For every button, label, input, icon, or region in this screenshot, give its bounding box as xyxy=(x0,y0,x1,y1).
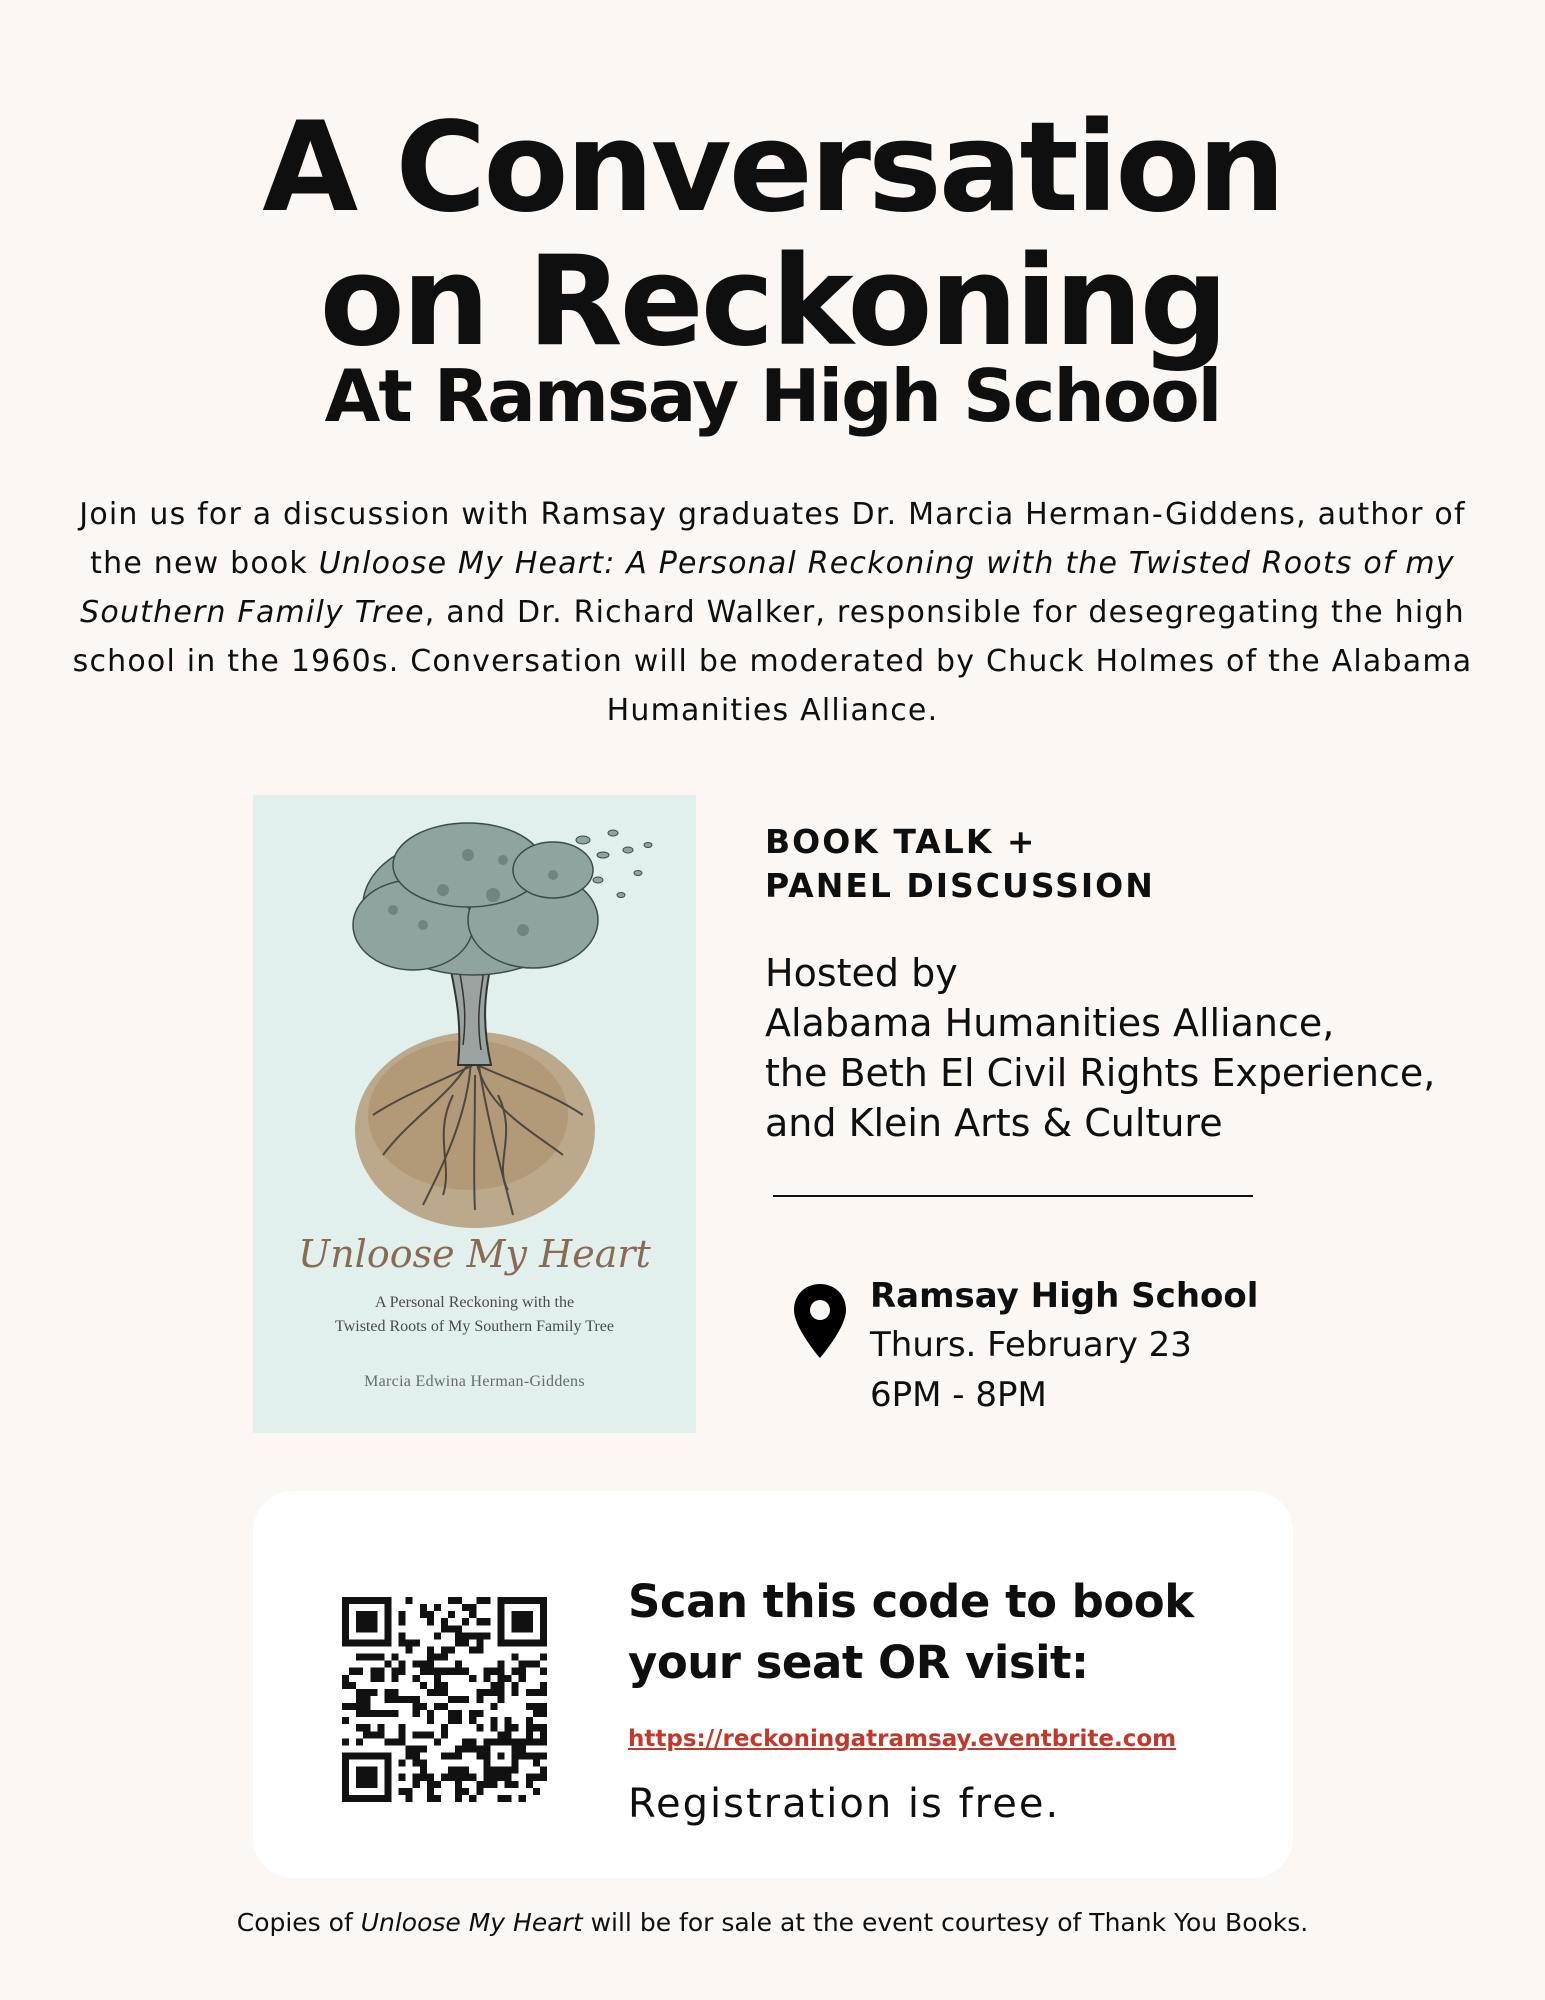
hosted-line-3: the Beth El Civil Rights Experience, xyxy=(765,1051,1436,1095)
footer-note xyxy=(0,1908,1545,1937)
event-type xyxy=(765,820,1155,908)
event-type-line-1: BOOK TALK + xyxy=(765,822,1037,861)
scan-instructions xyxy=(628,1571,1194,1693)
intro-paragraph xyxy=(66,490,1479,735)
hosted-line-1: Hosted by xyxy=(765,951,958,995)
hosted-line-4: and Klein Arts & Culture xyxy=(765,1101,1223,1145)
hosted-line-2: Alabama Humanities Alliance, xyxy=(765,1001,1335,1045)
footer-book-title: Unloose My Heart xyxy=(360,1908,583,1937)
scan-line-1: Scan this code to book xyxy=(628,1575,1194,1628)
footer-text-2: will be for sale at the event courtesy of Thank You Books. xyxy=(582,1908,1309,1937)
event-date: Thurs. February 23 xyxy=(870,1325,1192,1365)
cover-subtitle-line-2: Twisted Roots of My Southern Family Tree xyxy=(335,1318,614,1335)
event-datetime xyxy=(870,1320,1192,1420)
cover-author: Marcia Edwina Herman-Giddens xyxy=(364,1373,585,1390)
footer-text-1: Copies of xyxy=(236,1908,361,1937)
book-cover xyxy=(253,795,696,1433)
registration-card xyxy=(253,1491,1293,1878)
registration-link[interactable]: https://reckoningatramsay.eventbrite.com xyxy=(628,1726,1177,1752)
title-line-2: on Reckoning xyxy=(319,230,1226,374)
hosted-by xyxy=(765,948,1435,1148)
venue-name: Ramsay High School xyxy=(870,1276,1259,1316)
intro-text-2: , and Dr. Richard Walker, responsible for desegregating the high school in the 1960s. Conversation will be moderated by Chuck Holmes of the Alabama Humanities Alliance. xyxy=(72,595,1473,728)
intro-text-1: Join us for a discussion with Ramsay graduates Dr. Marcia Herman-Giddens, author of the new book xyxy=(79,497,1466,581)
cover-title: Unloose My Heart xyxy=(298,1232,651,1276)
registration-note: Registration is free. xyxy=(628,1781,1061,1827)
intro-book-title: Unloose My Heart: A Personal Reckoning with the Twisted Roots of my Southern Family Tree xyxy=(80,546,1455,630)
cover-subtitle xyxy=(253,1291,696,1339)
location-pin-icon xyxy=(792,1282,848,1360)
subtitle-location: At Ramsay High School xyxy=(324,354,1221,438)
qr-code-icon[interactable] xyxy=(342,1597,547,1802)
divider xyxy=(773,1195,1253,1197)
event-type-line-2: PANEL DISCUSSION xyxy=(765,866,1155,905)
title-line-1: A Conversation xyxy=(262,96,1283,240)
event-time: 6PM - 8PM xyxy=(870,1375,1047,1415)
scan-line-2: your seat OR visit: xyxy=(628,1636,1089,1689)
cover-subtitle-line-1: A Personal Reckoning with the xyxy=(374,1294,575,1311)
